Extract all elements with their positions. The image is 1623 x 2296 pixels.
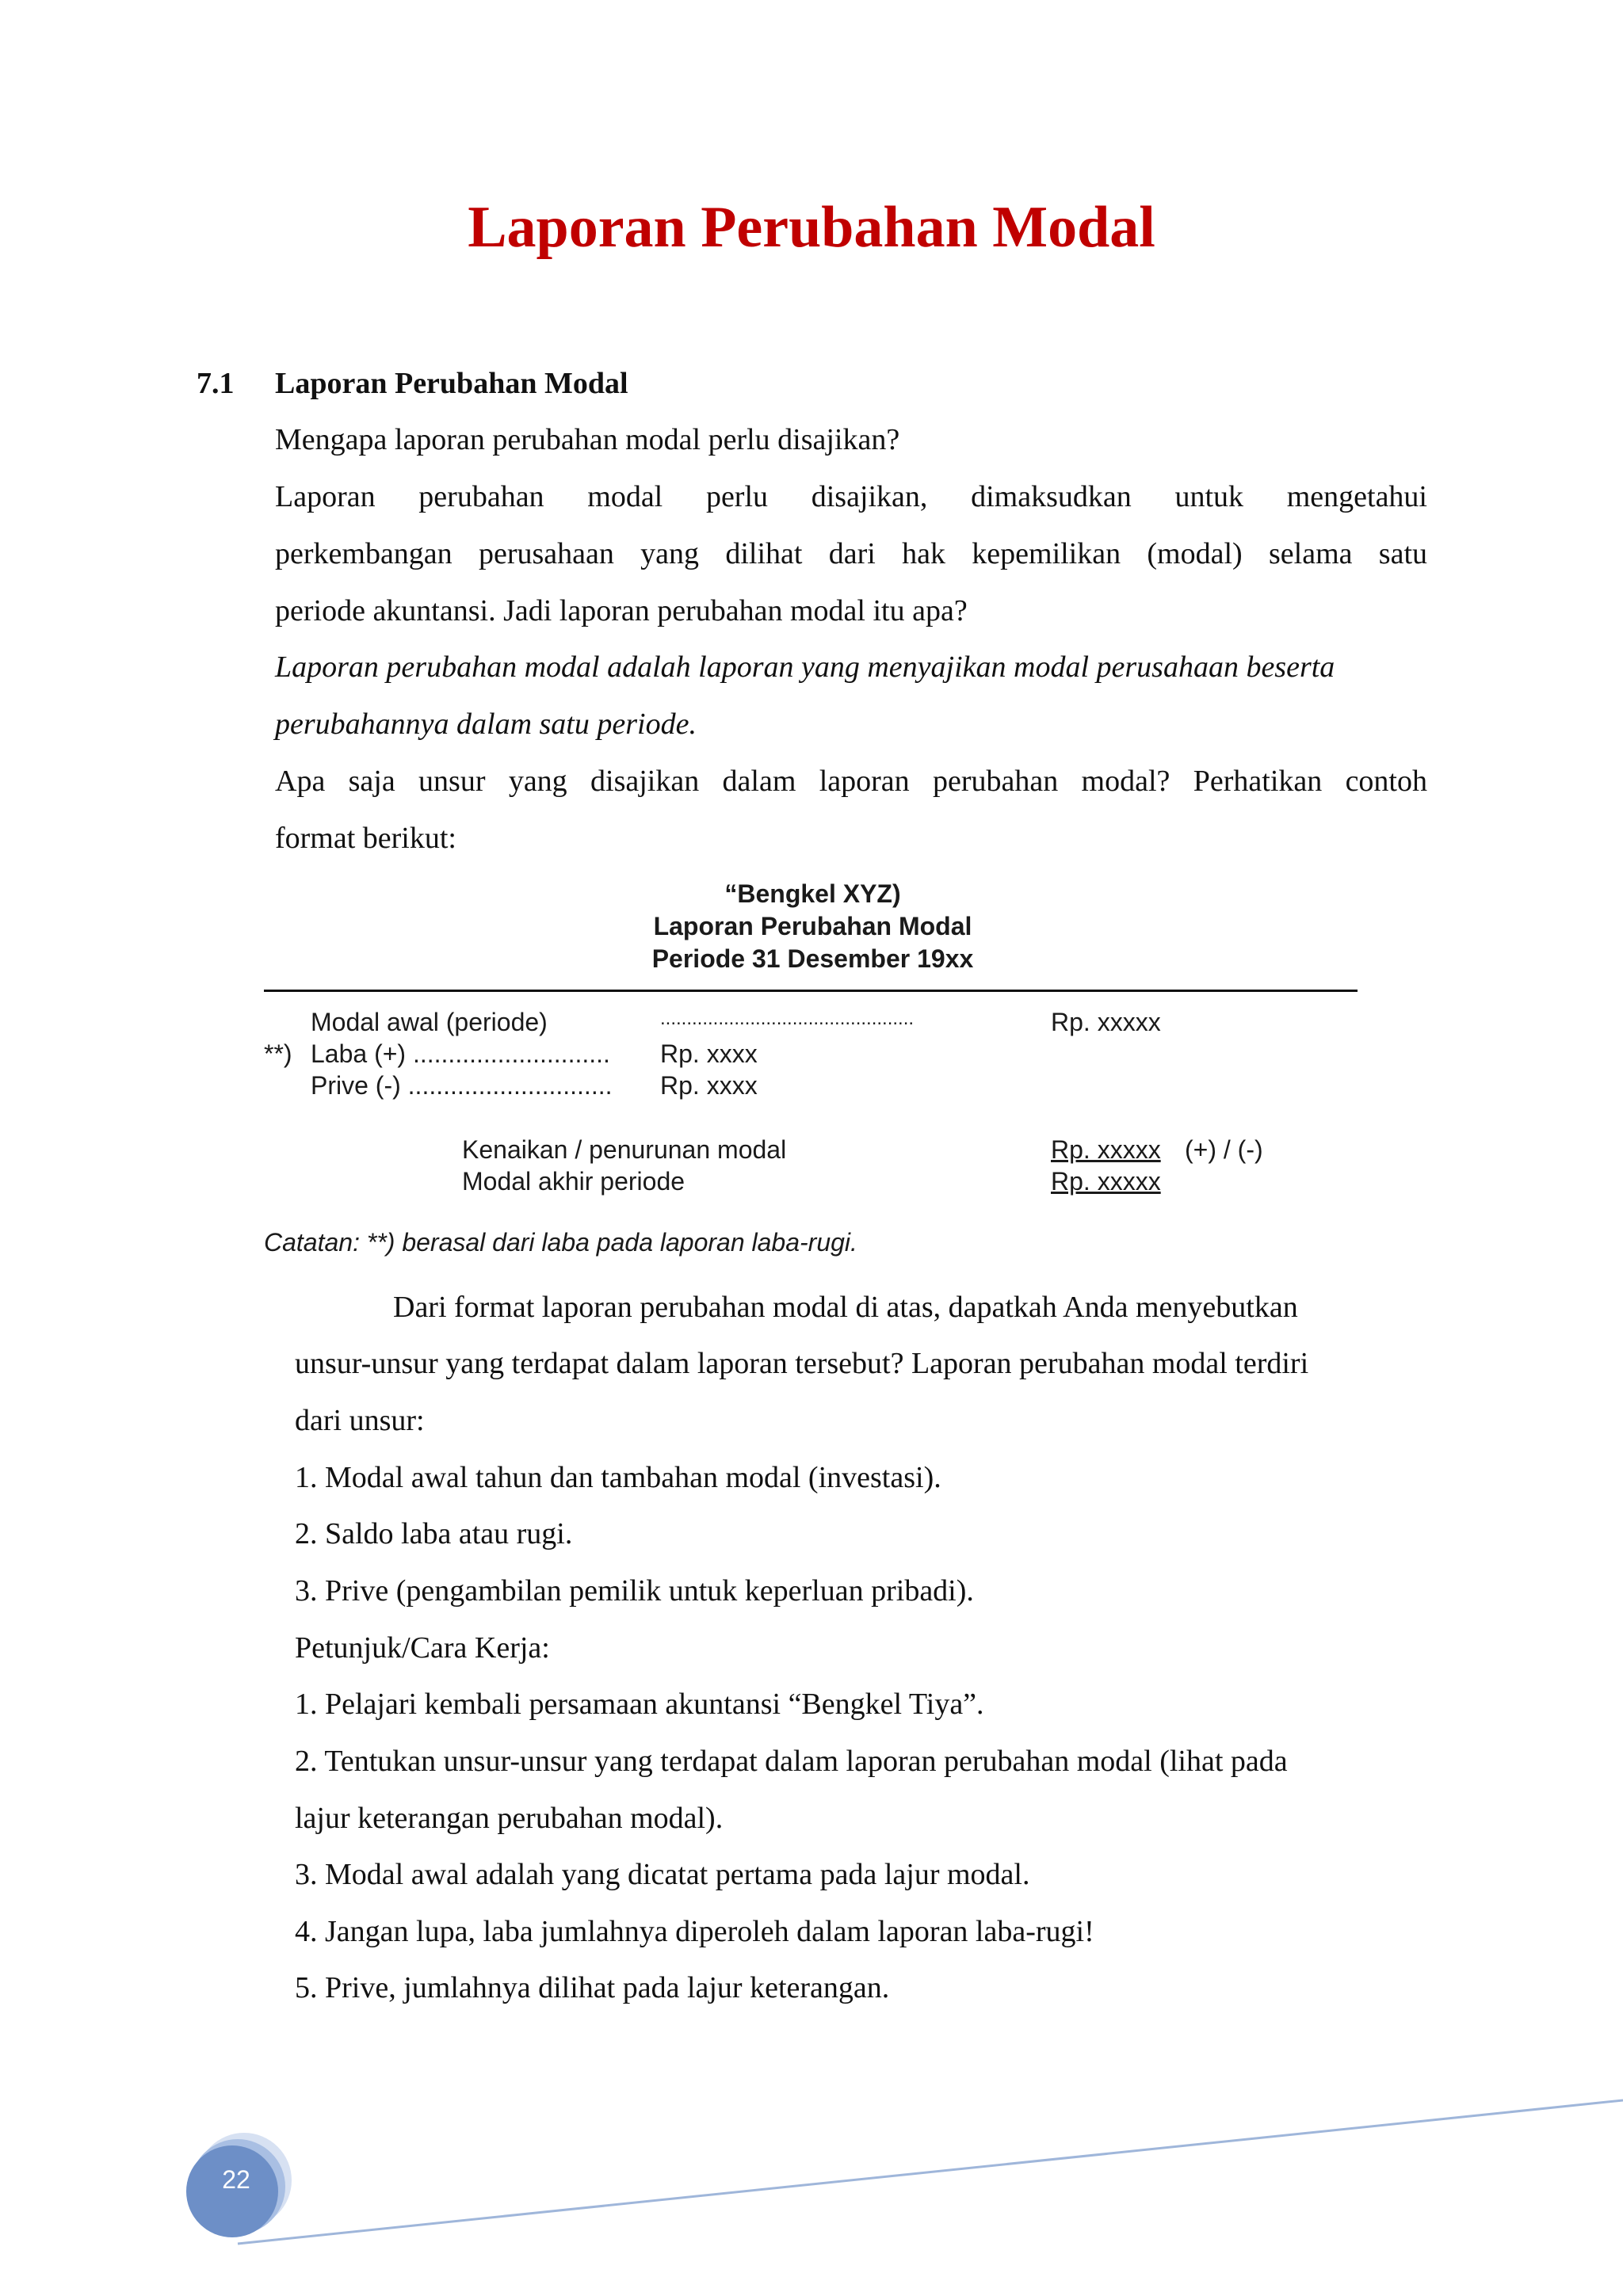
step-item: 4. Jangan lupa, laba jumlahnya diperoleh dalam laporan laba-rugi!	[295, 1915, 1094, 1948]
format-period: Periode 31 Desember 19xx	[651, 944, 974, 973]
section-number: 7.1	[197, 367, 235, 400]
format-row-dots: ................................................	[660, 1008, 915, 1029]
definition-line: Laporan perubahan modal adalah laporan yang menyajikan modal perusahaan beserta	[275, 650, 1335, 684]
intro-paragraph-line: perkembangan perusahaan yang dilihat dari hak kepemilikan (modal) selama satu	[275, 537, 1427, 570]
prompt-line: format berikut:	[275, 822, 456, 855]
page-title: Laporan Perubahan Modal	[468, 195, 1155, 260]
format-row-label: Prive (-) .............................	[311, 1071, 613, 1100]
format-row-label: Modal akhir periode	[462, 1167, 685, 1196]
format-report-title: Laporan Perubahan Modal	[653, 912, 972, 940]
format-company: “Bengkel XYZ)	[724, 879, 901, 908]
petunjuk-heading: Petunjuk/Cara Kerja:	[295, 1631, 550, 1665]
format-row-suffix: (+) / (-)	[1185, 1135, 1263, 1164]
definition-line: perubahannya dalam satu periode.	[275, 707, 697, 741]
format-row-value: Rp. xxxx	[660, 1039, 758, 1068]
page-number: 22	[222, 2165, 250, 2194]
step-item: 2. Tentukan unsur-unsur yang terdapat dalam laporan perubahan modal (lihat pada	[295, 1745, 1288, 1778]
step-item: 1. Pelajari kembali persamaan akuntansi “Bengkel Tiya”.	[295, 1688, 984, 1721]
format-note: Catatan: **) berasal dari laba pada laporan laba-rugi.	[264, 1228, 857, 1257]
step-item: lajur keterangan perubahan modal).	[295, 1802, 724, 1835]
intro-question: Mengapa laporan perubahan modal perlu disajikan?	[275, 423, 900, 456]
body-line: dari unsur:	[295, 1404, 425, 1437]
format-row-value: Rp. xxxx	[660, 1071, 758, 1100]
body-line: unsur-unsur yang terdapat dalam laporan tersebut? Laporan perubahan modal terdiri	[295, 1347, 1309, 1380]
step-item: 3. Modal awal adalah yang dicatat pertama pada lajur modal.	[295, 1858, 1030, 1891]
format-row-label: Kenaikan / penurunan modal	[462, 1135, 787, 1164]
list-item: 1. Modal awal tahun dan tambahan modal (investasi).	[295, 1461, 941, 1494]
list-item: 3. Prive (pengambilan pemilik untuk keperluan pribadi).	[295, 1574, 974, 1608]
section-title: Laporan Perubahan Modal	[275, 367, 628, 400]
format-row-label: Laba (+) ............................	[311, 1039, 610, 1068]
format-row-value: Rp. xxxxx	[1051, 1167, 1161, 1196]
intro-paragraph-line: Laporan perubahan modal perlu disajikan, dimaksudkan untuk mengetahui	[275, 480, 1427, 513]
body-line: Dari format laporan perubahan modal di atas, dapatkah Anda menyebutkan	[393, 1291, 1298, 1324]
format-row-mark: **)	[264, 1039, 292, 1068]
prompt-line: Apa saja unsur yang disajikan dalam laporan perubahan modal? Perhatikan contoh	[275, 765, 1427, 798]
intro-paragraph-line: periode akuntansi. Jadi laporan perubahan modal itu apa?	[275, 594, 968, 627]
format-row-value: Rp. xxxxx	[1051, 1008, 1161, 1036]
format-row-value: Rp. xxxxx	[1051, 1135, 1161, 1164]
step-item: 5. Prive, jumlahnya dilihat pada lajur keterangan.	[295, 1971, 890, 2004]
list-item: 2. Saldo laba atau rugi.	[295, 1517, 573, 1550]
footer-rule	[238, 2100, 1623, 2244]
format-row-label: Modal awal (periode)	[311, 1008, 548, 1036]
